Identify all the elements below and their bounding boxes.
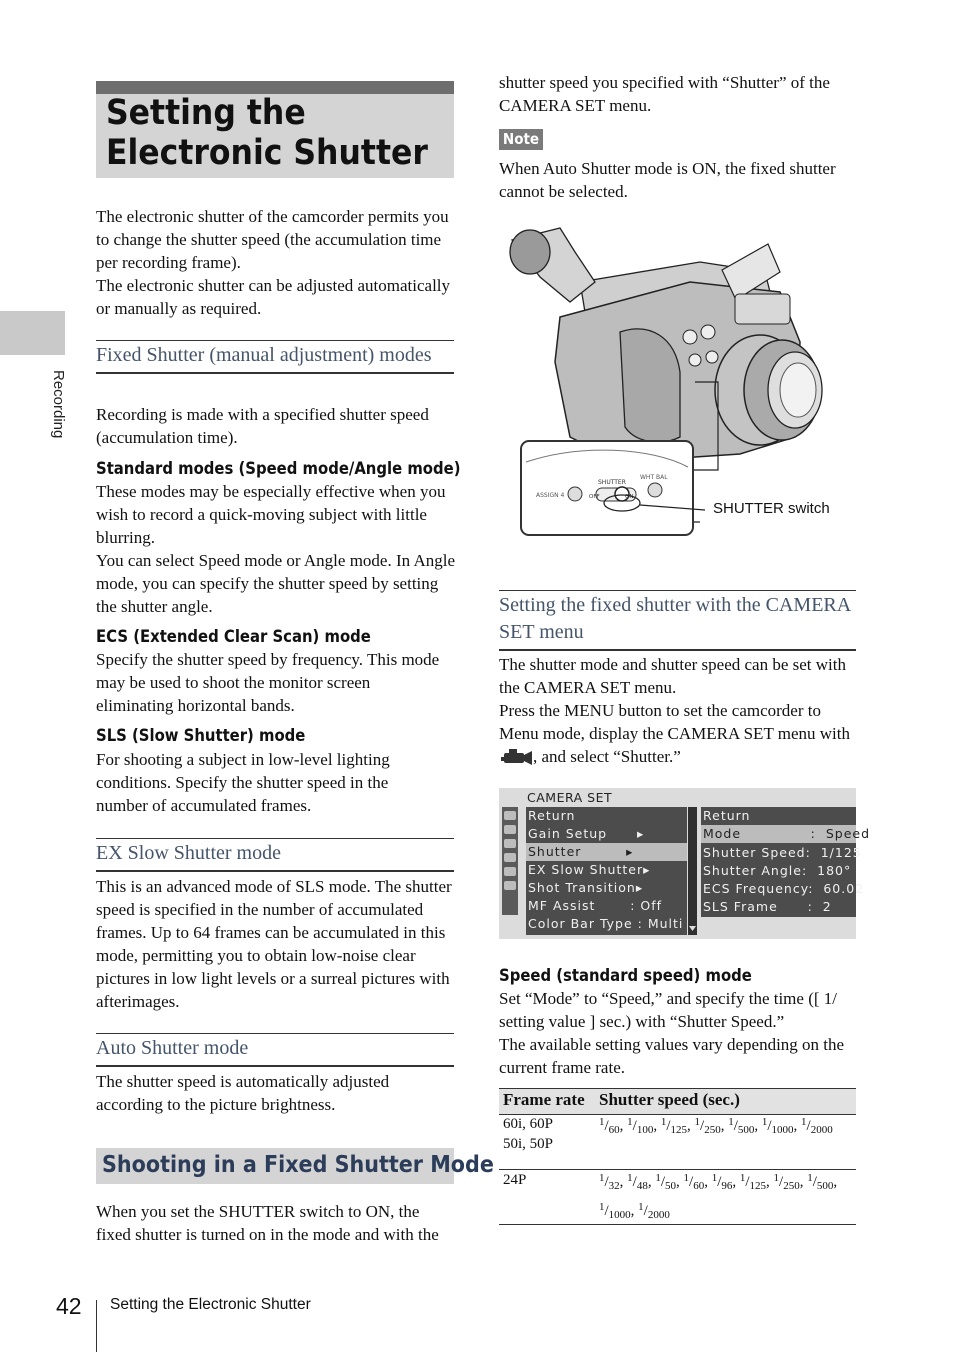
assign4-label: ASSIGN 4 (536, 492, 565, 499)
intro-paragraph: The electronic shutter of the camcorder permits you to change the shutter speed (the accumulation time per recording frame). (96, 207, 449, 272)
ex-slow-text: This is an advanced mode of SLS mode. The shutter speed is specified in the number of accumulated frames. Up to 64 frames can be accumulated in this mode, permitting you to obtain low-noise clear pictures in low light levels or a surreal pictures with afterimages. (96, 877, 452, 1011)
sls-heading: SLS (Slow Shutter) mode (96, 726, 306, 745)
standard-modes-text (96, 480, 456, 618)
menu-item-gain-setup[interactable]: Gain Setup ▸ (528, 826, 645, 841)
speed-mode-heading: Speed (standard speed) mode (499, 966, 752, 985)
shutter-speed-value: $^1/_{250}$ (694, 1116, 721, 1136)
shutter-speed-value: $^1/_{60}$ (599, 1116, 620, 1136)
audio-menu-icon (504, 825, 516, 834)
page-title: Setting the Electronic Shutter (106, 93, 428, 173)
speed-mode-text (499, 987, 859, 1079)
side-label: Recording (50, 370, 67, 439)
submenu-item-shutter-angle[interactable]: Shutter Angle: 180° (703, 863, 852, 878)
shutter-speed-value: $^1/_{50}$ (655, 1172, 677, 1192)
submenu-item-mode[interactable]: Mode : Speed (703, 826, 871, 841)
shutter-speed-value: $^1/_{1000}$ (599, 1201, 631, 1221)
menu-item-shutter[interactable]: Shutter ▸ (526, 843, 687, 861)
shutter-speed-value: $^1/_{2000}$ (801, 1116, 833, 1136)
camera-menu-icon (504, 811, 516, 820)
camera-set-instruction-end: , and select “Shutter.” (533, 747, 681, 766)
menu-scrollbar[interactable] (688, 807, 697, 935)
shutter-speed-value: $^1/_{100}$ (627, 1116, 654, 1136)
camera-icon (499, 748, 533, 766)
camera-set-text (499, 653, 856, 768)
footer-divider (96, 1300, 97, 1352)
camera-set-paragraph (499, 699, 856, 768)
shutter-speed-value: $^1/_{500}$ (728, 1116, 755, 1136)
menu-title: CAMERA SET (527, 790, 613, 805)
menu-item-color-bar-type[interactable]: Color Bar Type : Multi (528, 916, 684, 931)
menu-item-ex-slow-shutter[interactable]: EX Slow Shutter▸ (528, 862, 651, 877)
submenu-item-shutter-speed[interactable]: Shutter Speed: 1/125 (703, 845, 862, 860)
menu-item-return[interactable]: Return (528, 808, 576, 823)
tc-menu-icon (504, 867, 516, 876)
table-header (499, 1088, 856, 1115)
fixed-mode-text-cont: shutter speed you specified with “Shutter” of the CAMERA SET menu. (499, 73, 830, 115)
table-row (499, 1114, 856, 1170)
other-menu-icon (504, 881, 516, 890)
note-text: When Auto Shutter mode is ON, the fixed shutter cannot be selected. (499, 159, 836, 201)
menu-icon-column (502, 807, 518, 915)
side-tab (0, 311, 65, 355)
footer-title: Setting the Electronic Shutter (110, 1296, 311, 1313)
shutter-speed-value: $^1/_{250}$ (773, 1172, 800, 1192)
table-row (499, 1170, 856, 1225)
page-number: 42 (56, 1293, 82, 1319)
shutter-speed-value: $^1/_{125}$ (660, 1116, 688, 1136)
intro-paragraph: The electronic shutter can be adjusted automatically or manually as required. (96, 276, 451, 318)
camera-set-heading: Setting the fixed shutter with the CAMERA SET menu (499, 590, 856, 651)
fixed-shutter-text: Recording is made with a specified shutter speed (accumulation time). (96, 405, 429, 447)
submenu-item-ecs-frequency[interactable]: ECS Frequency: 60.02 (703, 881, 865, 896)
menu-right-list (701, 807, 871, 917)
note-badge: Note (499, 129, 543, 150)
off-label: OFF (589, 494, 600, 500)
table-header-shutter-speed: Shutter speed (sec.) (599, 1090, 740, 1109)
fixed-shutter-heading: Fixed Shutter (manual adjustment) modes (96, 340, 454, 374)
speed-mode-paragraph: The available setting values vary depending on the current frame rate. (499, 1035, 845, 1077)
shutter-speed-value: $^1/_{125}$ (739, 1172, 767, 1192)
table-cell-speeds: $^1/_{60}$, $^1/_{100}$, $^1/_{125}$, $^1/_{250}$, $^1/_{500}$, $^1/_{1000}$, $^1/_{2000}$ (599, 1116, 833, 1136)
standard-modes-heading: Standard modes (Speed mode/Angle mode) (96, 459, 461, 478)
camcorder-illustration (500, 222, 856, 540)
menu-item-mf-assist[interactable]: MF Assist : Off (528, 898, 663, 913)
shutter-speed-value: $^1/_{500}$ (807, 1172, 834, 1192)
ecs-text: Specify the shutter speed by frequency. This mode may be used to shoot the monitor screen eliminating horizontal bands. (96, 650, 440, 715)
submenu-item-sls-frame[interactable]: SLS Frame : 2 (703, 899, 832, 914)
table-cell-speeds: $^1/_{32}$, $^1/_{48}$, $^1/_{50}$, $^1/_{60}$, $^1/_{96}$, $^1/_{125}$, $^1/_{250}$, $^1/_{500}$, $^1/_{1000}$, $^1/_{2000}$ (599, 1172, 838, 1221)
shutter-speed-value: $^1/_{32}$ (599, 1172, 620, 1192)
menu-left-list (526, 807, 687, 935)
shutter-speed-value: $^1/_{1000}$ (761, 1116, 794, 1136)
table-cell-rate: 24P (503, 1172, 527, 1188)
wht-bal-label: WHT BAL (640, 474, 668, 481)
camera-set-instruction: Press the MENU button to set the camcorder to Menu mode, display the CAMERA SET menu with (499, 701, 851, 743)
shutter-speed-value: $^1/_{96}$ (711, 1172, 733, 1192)
camera-set-paragraph: The shutter mode and shutter speed can be set with the CAMERA SET menu. (499, 655, 846, 697)
lcd-menu-icon (504, 853, 516, 862)
table-cell-rate: 60i, 60P 50i, 50P (503, 1116, 554, 1152)
shutter-label: SHUTTER (598, 479, 626, 486)
sls-text: For shooting a subject in low-level lighting conditions. Specify the shutter speed in the number of accumulated frames. (96, 750, 390, 815)
shutter-speed-value: $^1/_{48}$ (627, 1172, 648, 1192)
ex-slow-heading: EX Slow Shutter mode (96, 838, 454, 872)
fixed-mode-heading: Shooting in a Fixed Shutter Mode (102, 1152, 494, 1178)
standard-modes-paragraph: You can select Speed mode or Angle mode. In Angle mode, you can specify the shutter speed by setting the shutter angle. (96, 551, 455, 616)
shutter-switch-callout: SHUTTER switch (713, 500, 830, 517)
speed-mode-paragraph: Set “Mode” to “Speed,” and specify the time ([ 1/ setting value ] sec.) with “Shutter Speed.” (499, 989, 837, 1031)
shutter-speed-value: $^1/_{60}$ (683, 1172, 705, 1192)
menu-item-shot-transition[interactable]: Shot Transition▸ (528, 880, 644, 895)
auto-shutter-text: The shutter speed is automatically adjusted according to the picture brightness. (96, 1072, 390, 1114)
fixed-mode-text: When you set the SHUTTER switch to ON, the fixed shutter is turned on in the mode and with the (96, 1202, 439, 1244)
auto-shutter-heading: Auto Shutter mode (96, 1033, 454, 1067)
shutter-speed-value: $^1/_{2000}$ (638, 1201, 670, 1221)
ecs-heading: ECS (Extended Clear Scan) mode (96, 627, 371, 646)
table-header-frame-rate: Frame rate (503, 1090, 585, 1109)
on-label: ON (625, 494, 634, 500)
intro (96, 205, 456, 320)
standard-modes-paragraph: These modes may be especially effective when you wish to record a quick-moving subject with little blurring. (96, 482, 446, 547)
submenu-item-return[interactable]: Return (703, 808, 751, 823)
video-menu-icon (504, 839, 516, 848)
